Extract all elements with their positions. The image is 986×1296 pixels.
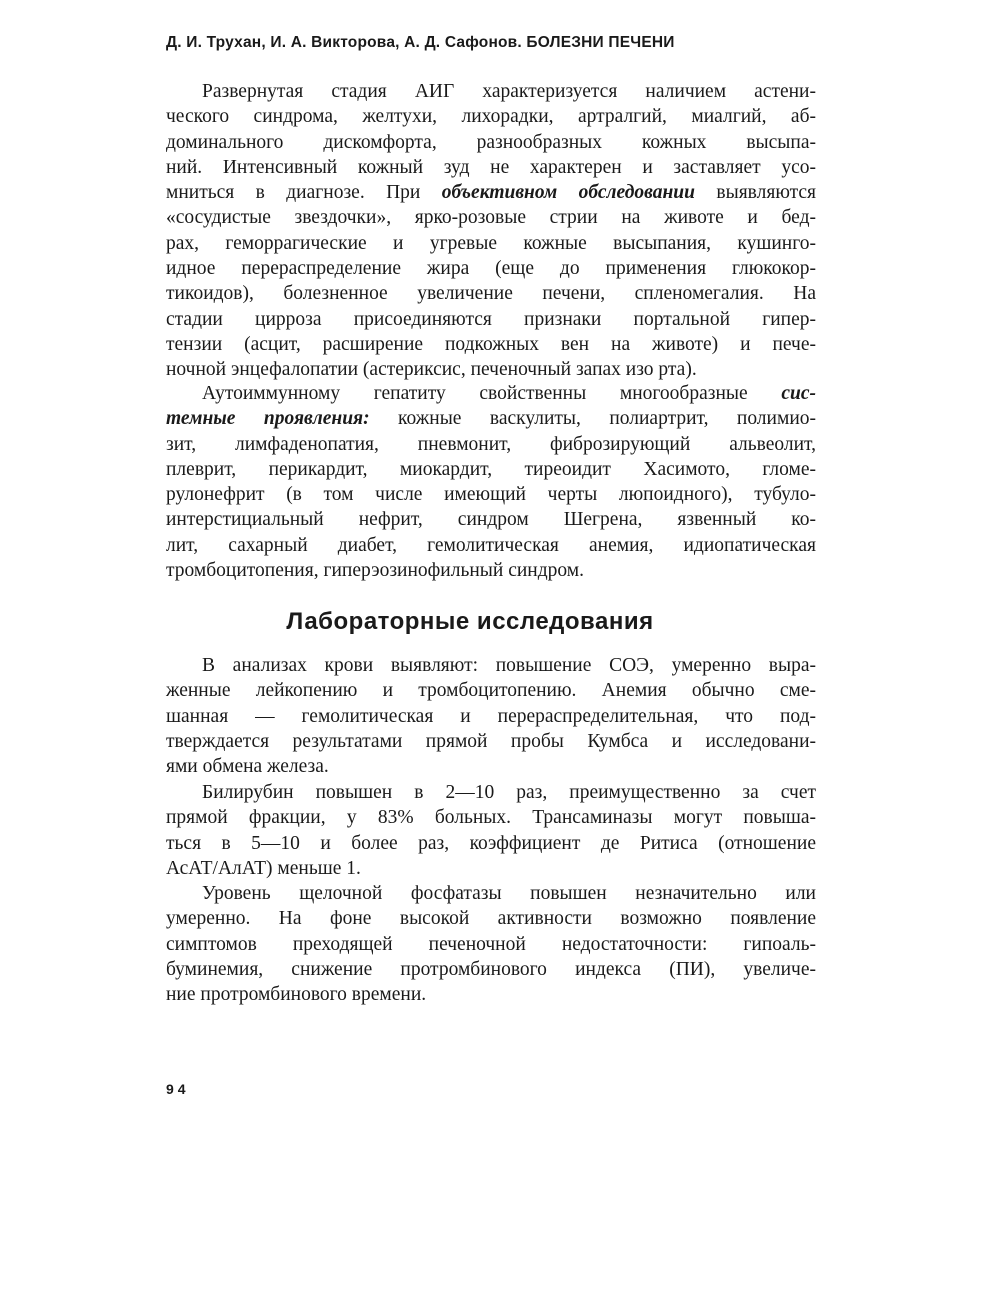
text-line xyxy=(166,381,816,406)
text-line xyxy=(166,155,816,180)
text-run: тикоидов), болезненное увеличение печени, спленомегалия. На xyxy=(166,283,816,305)
text-line xyxy=(166,704,816,729)
text-line xyxy=(166,231,816,256)
text-line xyxy=(166,104,816,129)
paragraph-alkaline-phosphatase xyxy=(166,881,816,1007)
text-line xyxy=(166,754,816,779)
text-run: ями обмена железа. xyxy=(166,756,329,778)
text-run: мниться в диагнозе. При xyxy=(166,182,442,204)
text-line xyxy=(166,678,816,703)
text-run: кожные васкулиты, полиартрит, полимио- xyxy=(369,408,816,430)
text-line xyxy=(166,457,816,482)
text-line xyxy=(166,558,816,583)
text-run: «сосудистые звездочки», ярко-розовые стрии на животе и бед- xyxy=(166,207,816,229)
text-run: доминального дискомфорта, разнообразных кожных высыпа- xyxy=(166,131,816,153)
text-line xyxy=(166,256,816,281)
text-run: В анализах крови выявляют: повышение СОЭ, умеренно выра- xyxy=(202,655,816,676)
text-line xyxy=(166,281,816,306)
text-line xyxy=(166,205,816,230)
paragraph-blood-tests xyxy=(166,653,816,779)
text-run: Билирубин повышен в 2—10 раз, преимущественно за счет xyxy=(202,782,816,803)
text-run: зит, лимфаденопатия, пневмонит, фиброзирующий альвеолит, xyxy=(166,433,816,455)
text-line xyxy=(166,856,816,881)
emphasis-term: объективном обследовании xyxy=(441,182,695,204)
running-header: Д. И. Трухан, И. А. Викторова, А. Д. Сафонов. БОЛЕЗНИ ПЕЧЕНИ xyxy=(166,34,675,51)
text-run: Развернутая стадия АИГ характеризуется наличием астени- xyxy=(202,81,816,102)
text-run: тензии (асцит, расширение подкожных вен на животе) и пече- xyxy=(166,333,816,355)
page-number: 94 xyxy=(166,1081,190,1097)
text-line xyxy=(166,881,816,906)
text-line xyxy=(166,932,816,957)
text-run: рулонефрит (в том числе имеющий черты люпоидного), тубуло- xyxy=(166,484,816,506)
text-line xyxy=(166,307,816,332)
text-line xyxy=(166,332,816,357)
text-line xyxy=(166,831,816,856)
text-line xyxy=(166,432,816,457)
text-line xyxy=(166,957,816,982)
text-run: лит, сахарный диабет, гемолитическая анемия, идиопатическая xyxy=(166,534,816,556)
text-run: плеврит, перикардит, миокардит, тиреоидит Хасимото, гломе- xyxy=(166,458,816,480)
text-run: ческого синдрома, желтухи, лихорадки, артралгий, миалгий, аб- xyxy=(166,106,816,128)
text-line xyxy=(166,729,816,754)
text-run: шанная — гемолитическая и перераспределительная, что под- xyxy=(166,705,816,727)
text-line xyxy=(166,357,816,382)
text-run: Уровень щелочной фосфатазы повышен незначительно или xyxy=(202,883,816,904)
text-line xyxy=(166,79,816,104)
text-run: ться в 5—10 и более раз, коэффициент де Ритиса (отношение xyxy=(166,832,816,854)
text-line xyxy=(166,653,816,678)
text-line xyxy=(166,533,816,558)
text-run: АсАТ/АлАТ) меньше 1. xyxy=(166,857,361,879)
text-run: симптомов преходящей печеночной недостаточности: гипоаль- xyxy=(166,933,816,955)
text-line xyxy=(166,406,816,431)
paragraph-systemic-manifestations xyxy=(166,381,816,583)
text-line xyxy=(166,130,816,155)
text-run: прямой фракции, у 83% больных. Трансаминазы могут повыша- xyxy=(166,807,816,829)
paragraph-bilirubin xyxy=(166,780,816,881)
section-title: Лабораторные исследования xyxy=(286,608,654,635)
text-run: тверждается результатами прямой пробы Кумбса и исследовани- xyxy=(166,730,816,752)
emphasis-term: темные проявления: xyxy=(166,408,370,430)
text-line xyxy=(166,805,816,830)
text-run: рах, геморрагические и угревые кожные высыпания, кушинго- xyxy=(166,232,816,254)
text-line xyxy=(166,982,816,1007)
text-line xyxy=(166,906,816,931)
text-run: интерстициальный нефрит, синдром Шегрена, язвенный ко- xyxy=(166,509,816,531)
text-run: стадии цирроза присоединяются признаки портальной гипер- xyxy=(166,308,816,330)
text-run: буминемия, снижение протромбинового индекса (ПИ), увеличе- xyxy=(166,958,816,980)
text-run: ние протромбинового времени. xyxy=(166,984,427,1006)
text-line xyxy=(166,482,816,507)
text-line xyxy=(166,507,816,532)
text-line xyxy=(166,780,816,805)
text-run: тромбоцитопения, гиперэозинофильный синдром. xyxy=(166,560,585,582)
text-line xyxy=(166,180,816,205)
text-run: Аутоиммунному гепатиту свойственны многообразные xyxy=(202,383,782,404)
text-run: ний. Интенсивный кожный зуд не характерен и заставляет усо- xyxy=(166,156,816,178)
text-run: умеренно. На фоне высокой активности возможно появление xyxy=(166,908,816,930)
emphasis-term: сис- xyxy=(781,383,816,404)
text-run: ночной энцефалопатии (астериксис, печеночный запах изо рта). xyxy=(166,359,697,381)
text-run: идное перераспределение жира (еще до применения глюкокор- xyxy=(166,258,816,280)
paragraph-clinical-picture xyxy=(166,79,816,383)
text-run: выявляются xyxy=(694,182,817,204)
text-run: женные лейкопению и тромбоцитопению. Анемия обычно сме- xyxy=(166,680,816,702)
